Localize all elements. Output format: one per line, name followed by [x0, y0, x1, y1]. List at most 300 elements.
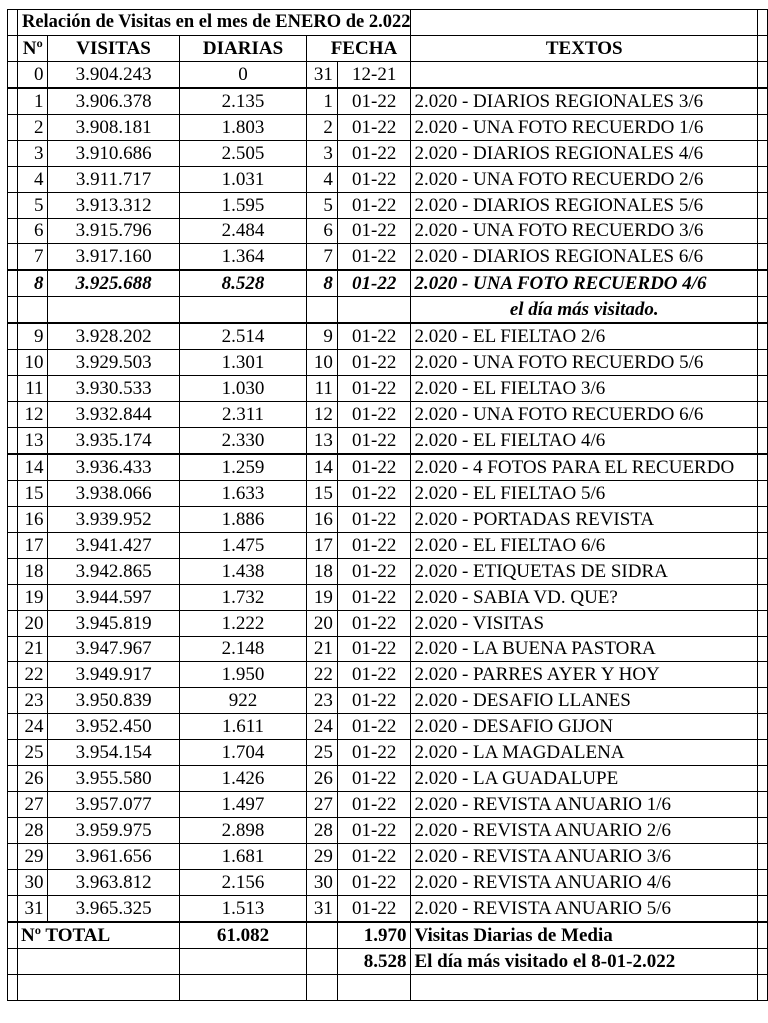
row-mes: 01-22 — [337, 402, 411, 428]
table-row — [8, 869, 768, 895]
row-dia: 9 — [307, 323, 338, 349]
row-dia: 31 — [307, 895, 338, 921]
row-visitas: 3.906.378 — [48, 88, 179, 114]
margin-cell — [758, 844, 768, 870]
margin-cell — [8, 10, 18, 36]
row-diarias: 2.484 — [179, 218, 307, 244]
note-row — [8, 297, 768, 323]
row-diarias: 1.364 — [179, 244, 307, 270]
row-num: 6 — [17, 218, 48, 244]
row-num: 16 — [17, 506, 48, 532]
row-texto: 2.020 - UNA FOTO RECUERDO 5/6 — [411, 350, 758, 376]
empty-cell — [307, 974, 338, 1000]
margin-cell — [758, 454, 768, 480]
empty-cell — [179, 974, 307, 1000]
row-texto: 2.020 - DIARIOS REGIONALES 4/6 — [411, 140, 758, 166]
margin-cell — [758, 922, 768, 948]
row-mes: 01-22 — [337, 558, 411, 584]
row-diarias: 2.505 — [179, 140, 307, 166]
header-textos: TEXTOS — [411, 35, 758, 61]
row-diarias: 1.681 — [179, 844, 307, 870]
row-dia: 22 — [307, 662, 338, 688]
row-mes: 01-22 — [337, 350, 411, 376]
row-num: 0 — [17, 61, 48, 87]
margin-cell — [758, 192, 768, 218]
row-dia: 31 — [307, 61, 338, 87]
row-dia: 7 — [307, 244, 338, 270]
media-label: Visitas Diarias de Media — [411, 922, 758, 948]
empty-cell — [8, 297, 18, 323]
row-texto: 2.020 - UNA FOTO RECUERDO 3/6 — [411, 218, 758, 244]
row-texto: 2.020 - EL FIELTAO 2/6 — [411, 323, 758, 349]
row-texto: 2.020 - REVISTA ANUARIO 3/6 — [411, 844, 758, 870]
row-mes: 01-22 — [337, 192, 411, 218]
empty-cell — [48, 297, 179, 323]
margin-cell — [758, 818, 768, 844]
margin-cell — [8, 480, 18, 506]
row-mes: 01-22 — [337, 714, 411, 740]
margin-cell — [8, 818, 18, 844]
row-visitas: 3.959.975 — [48, 818, 179, 844]
page-title: Relación de Visitas en el mes de ENERO de 2.022 — [17, 10, 411, 36]
margin-cell — [758, 662, 768, 688]
row-dia: 14 — [307, 454, 338, 480]
row-mes: 01-22 — [337, 166, 411, 192]
margin-cell — [8, 610, 18, 636]
table-row — [8, 662, 768, 688]
table-row — [8, 714, 768, 740]
row-num: 26 — [17, 766, 48, 792]
row-dia: 8 — [307, 270, 338, 296]
row-texto: 2.020 - EL FIELTAO 6/6 — [411, 532, 758, 558]
media-value: 1.970 — [337, 922, 411, 948]
margin-cell — [758, 428, 768, 454]
table-row — [8, 88, 768, 114]
empty-cell — [307, 297, 338, 323]
margin-cell — [758, 792, 768, 818]
row-visitas: 3.910.686 — [48, 140, 179, 166]
row-visitas: 3.904.243 — [48, 61, 179, 87]
table-row — [8, 506, 768, 532]
margin-cell — [8, 454, 18, 480]
row-mes: 01-22 — [337, 895, 411, 921]
row-num: 5 — [17, 192, 48, 218]
row-visitas: 3.944.597 — [48, 584, 179, 610]
row-diarias: 2.514 — [179, 323, 307, 349]
margin-cell — [8, 218, 18, 244]
row-texto: 2.020 - UNA FOTO RECUERDO 4/6 — [411, 270, 758, 296]
empty-cell — [337, 297, 411, 323]
row-texto: 2.020 - UNA FOTO RECUERDO 1/6 — [411, 114, 758, 140]
margin-cell — [758, 88, 768, 114]
row-mes: 01-22 — [337, 740, 411, 766]
row-mes: 12-21 — [337, 61, 411, 87]
margin-cell — [8, 662, 18, 688]
row-mes: 01-22 — [337, 376, 411, 402]
margin-cell — [758, 480, 768, 506]
row-visitas: 3.950.839 — [48, 688, 179, 714]
row-diarias: 2.148 — [179, 636, 307, 662]
margin-cell — [8, 532, 18, 558]
table-row — [8, 688, 768, 714]
row-visitas: 3.961.656 — [48, 844, 179, 870]
row-mes: 01-22 — [337, 480, 411, 506]
row-diarias: 1.886 — [179, 506, 307, 532]
row-num: 31 — [17, 895, 48, 921]
row-dia: 1 — [307, 88, 338, 114]
row-diarias: 1.950 — [179, 662, 307, 688]
row-num: 28 — [17, 818, 48, 844]
row-num: 15 — [17, 480, 48, 506]
margin-cell — [8, 636, 18, 662]
margin-cell — [8, 192, 18, 218]
row-diarias: 922 — [179, 688, 307, 714]
header-diarias: DIARIAS — [179, 35, 307, 61]
row-num: 1 — [17, 88, 48, 114]
row-visitas: 3.947.967 — [48, 636, 179, 662]
table-row — [8, 323, 768, 349]
table-row — [8, 402, 768, 428]
margin-cell — [758, 402, 768, 428]
row-diarias: 1.803 — [179, 114, 307, 140]
row-diarias: 1.426 — [179, 766, 307, 792]
row-visitas: 3.913.312 — [48, 192, 179, 218]
row-texto: 2.020 - EL FIELTAO 5/6 — [411, 480, 758, 506]
row-diarias: 1.611 — [179, 714, 307, 740]
row-texto: 2.020 - EL FIELTAO 4/6 — [411, 428, 758, 454]
row-texto: 2.020 - PARRES AYER Y HOY — [411, 662, 758, 688]
row-visitas: 3.942.865 — [48, 558, 179, 584]
row-diarias: 2.898 — [179, 818, 307, 844]
margin-cell — [8, 35, 18, 61]
margin-cell — [758, 218, 768, 244]
margin-cell — [8, 350, 18, 376]
row-num: 4 — [17, 166, 48, 192]
row-diarias: 2.135 — [179, 88, 307, 114]
margin-cell — [758, 895, 768, 921]
margin-cell — [758, 140, 768, 166]
row-num: 9 — [17, 323, 48, 349]
header-num: Nº — [17, 35, 48, 61]
margin-cell — [758, 297, 768, 323]
row-visitas: 3.930.533 — [48, 376, 179, 402]
empty-cell — [179, 948, 307, 974]
margin-cell — [758, 948, 768, 974]
empty-cell — [17, 948, 179, 974]
row-mes: 01-22 — [337, 244, 411, 270]
row-visitas: 3.965.325 — [48, 895, 179, 921]
row-num: 21 — [17, 636, 48, 662]
row-texto: 2.020 - DESAFIO LLANES — [411, 688, 758, 714]
empty-cell — [179, 297, 307, 323]
max-value: 8.528 — [337, 948, 411, 974]
row-num: 7 — [17, 244, 48, 270]
margin-cell — [758, 506, 768, 532]
row-dia: 23 — [307, 688, 338, 714]
margin-cell — [758, 532, 768, 558]
row-num: 29 — [17, 844, 48, 870]
table-row — [8, 376, 768, 402]
header-fecha: FECHA — [307, 35, 411, 61]
row-dia: 29 — [307, 844, 338, 870]
margin-cell — [758, 766, 768, 792]
table-row — [8, 270, 768, 296]
row-mes: 01-22 — [337, 688, 411, 714]
table-row — [8, 818, 768, 844]
table-row — [8, 636, 768, 662]
row-texto: 2.020 - DIARIOS REGIONALES 3/6 — [411, 88, 758, 114]
row-diarias: 1.704 — [179, 740, 307, 766]
row-diarias: 1.222 — [179, 610, 307, 636]
table-row — [8, 114, 768, 140]
row-texto: 2.020 - DIARIOS REGIONALES 5/6 — [411, 192, 758, 218]
row-diarias: 1.732 — [179, 584, 307, 610]
row-diarias: 1.030 — [179, 376, 307, 402]
row-visitas: 3.929.503 — [48, 350, 179, 376]
margin-cell — [8, 558, 18, 584]
margin-cell — [8, 244, 18, 270]
empty-cell — [17, 297, 48, 323]
margin-cell — [758, 688, 768, 714]
row-dia: 18 — [307, 558, 338, 584]
row-dia: 11 — [307, 376, 338, 402]
total-value: 61.082 — [179, 922, 307, 948]
row-dia: 28 — [307, 818, 338, 844]
row-mes: 01-22 — [337, 792, 411, 818]
max-label: El día más visitado el 8-01-2.022 — [411, 948, 758, 974]
table-row — [8, 192, 768, 218]
row-mes: 01-22 — [337, 114, 411, 140]
row-mes: 01-22 — [337, 218, 411, 244]
margin-cell — [758, 610, 768, 636]
row-visitas: 3.957.077 — [48, 792, 179, 818]
row-texto: 2.020 - UNA FOTO RECUERDO 2/6 — [411, 166, 758, 192]
row-diarias: 2.311 — [179, 402, 307, 428]
table-row — [8, 244, 768, 270]
row-dia: 15 — [307, 480, 338, 506]
row-mes: 01-22 — [337, 766, 411, 792]
row-texto — [411, 61, 758, 87]
table-row — [8, 766, 768, 792]
empty-cell — [337, 974, 411, 1000]
margin-cell — [8, 895, 18, 921]
margin-cell — [8, 922, 18, 948]
total-label: Nº TOTAL — [17, 922, 179, 948]
row-texto: 2.020 - DESAFIO GIJON — [411, 714, 758, 740]
row-num: 19 — [17, 584, 48, 610]
table-row — [8, 740, 768, 766]
row-mes: 01-22 — [337, 844, 411, 870]
row-visitas: 3.925.688 — [48, 270, 179, 296]
empty-cell — [411, 974, 758, 1000]
row-dia: 19 — [307, 584, 338, 610]
row-num: 27 — [17, 792, 48, 818]
row-diarias: 1.497 — [179, 792, 307, 818]
row-num: 8 — [17, 270, 48, 296]
margin-cell — [8, 376, 18, 402]
empty-cell — [17, 974, 179, 1000]
margin-cell — [8, 114, 18, 140]
row-visitas: 3.963.812 — [48, 869, 179, 895]
row-visitas: 3.952.450 — [48, 714, 179, 740]
margin-cell — [8, 270, 18, 296]
margin-cell — [758, 974, 768, 1000]
row-visitas: 3.911.717 — [48, 166, 179, 192]
margin-cell — [758, 114, 768, 140]
row-dia: 4 — [307, 166, 338, 192]
row-num: 10 — [17, 350, 48, 376]
row-num: 25 — [17, 740, 48, 766]
margin-cell — [8, 323, 18, 349]
row-num: 13 — [17, 428, 48, 454]
margin-cell — [758, 244, 768, 270]
row-dia: 6 — [307, 218, 338, 244]
row-diarias: 1.438 — [179, 558, 307, 584]
row-mes: 01-22 — [337, 636, 411, 662]
table-row — [8, 454, 768, 480]
margin-cell — [8, 792, 18, 818]
row-mes: 01-22 — [337, 428, 411, 454]
row-dia: 10 — [307, 350, 338, 376]
margin-cell — [758, 584, 768, 610]
row-mes: 01-22 — [337, 88, 411, 114]
header-visitas: VISITAS — [48, 35, 179, 61]
row-diarias: 1.301 — [179, 350, 307, 376]
row-mes: 01-22 — [337, 270, 411, 296]
row-texto: 2.020 - EL FIELTAO 3/6 — [411, 376, 758, 402]
row-visitas: 3.955.580 — [48, 766, 179, 792]
row-dia: 26 — [307, 766, 338, 792]
row-mes: 01-22 — [337, 506, 411, 532]
row-visitas: 3.932.844 — [48, 402, 179, 428]
row-diarias: 1.259 — [179, 454, 307, 480]
totals-row — [8, 922, 768, 948]
row-texto: 2.020 - REVISTA ANUARIO 4/6 — [411, 869, 758, 895]
row-dia: 21 — [307, 636, 338, 662]
empty-cell — [307, 948, 338, 974]
row-texto: 2.020 - LA BUENA PASTORA — [411, 636, 758, 662]
row-num: 30 — [17, 869, 48, 895]
blank-row — [8, 974, 768, 1000]
margin-cell — [8, 402, 18, 428]
row-dia: 25 — [307, 740, 338, 766]
margin-cell — [8, 974, 18, 1000]
margin-cell — [8, 844, 18, 870]
table-row — [8, 584, 768, 610]
row-mes: 01-22 — [337, 818, 411, 844]
row-mes: 01-22 — [337, 140, 411, 166]
table-row — [8, 610, 768, 636]
row-texto: 2.020 - LA GUADALUPE — [411, 766, 758, 792]
row-diarias: 2.330 — [179, 428, 307, 454]
table-row — [8, 166, 768, 192]
margin-cell — [8, 714, 18, 740]
row-texto: 2.020 - ETIQUETAS DE SIDRA — [411, 558, 758, 584]
margin-cell — [8, 740, 18, 766]
row-texto: 2.020 - PORTADAS REVISTA — [411, 506, 758, 532]
row-visitas: 3.936.433 — [48, 454, 179, 480]
row-dia: 13 — [307, 428, 338, 454]
row-visitas: 3.941.427 — [48, 532, 179, 558]
row-note: el día más visitado. — [411, 297, 758, 323]
margin-cell — [8, 948, 18, 974]
row-dia: 16 — [307, 506, 338, 532]
row-num: 20 — [17, 610, 48, 636]
row-num: 18 — [17, 558, 48, 584]
row-mes: 01-22 — [337, 662, 411, 688]
row-dia: 3 — [307, 140, 338, 166]
table-row — [8, 350, 768, 376]
margin-cell — [758, 35, 768, 61]
row-num: 3 — [17, 140, 48, 166]
margin-cell — [758, 10, 768, 36]
row-num: 11 — [17, 376, 48, 402]
row-visitas: 3.949.917 — [48, 662, 179, 688]
margin-cell — [758, 166, 768, 192]
table-row — [8, 218, 768, 244]
row-mes: 01-22 — [337, 584, 411, 610]
margin-cell — [758, 350, 768, 376]
row-num: 17 — [17, 532, 48, 558]
max-row — [8, 948, 768, 974]
margin-cell — [758, 636, 768, 662]
row-dia: 5 — [307, 192, 338, 218]
row-num: 12 — [17, 402, 48, 428]
margin-cell — [758, 740, 768, 766]
margin-cell — [8, 88, 18, 114]
table-row — [8, 61, 768, 87]
row-num: 23 — [17, 688, 48, 714]
row-texto: 2.020 - REVISTA ANUARIO 2/6 — [411, 818, 758, 844]
row-texto: 2.020 - REVISTA ANUARIO 1/6 — [411, 792, 758, 818]
row-diarias: 1.475 — [179, 532, 307, 558]
margin-cell — [8, 869, 18, 895]
row-texto: 2.020 - SABIA VD. QUE? — [411, 584, 758, 610]
margin-cell — [8, 688, 18, 714]
margin-cell — [8, 166, 18, 192]
row-diarias: 0 — [179, 61, 307, 87]
row-dia: 27 — [307, 792, 338, 818]
title-right-cell — [411, 10, 758, 36]
table-row — [8, 428, 768, 454]
row-mes: 01-22 — [337, 454, 411, 480]
row-visitas: 3.939.952 — [48, 506, 179, 532]
visits-table — [7, 9, 768, 1001]
row-num: 24 — [17, 714, 48, 740]
margin-cell — [8, 506, 18, 532]
row-dia: 30 — [307, 869, 338, 895]
table-row — [8, 558, 768, 584]
margin-cell — [758, 61, 768, 87]
margin-cell — [758, 376, 768, 402]
row-diarias: 1.633 — [179, 480, 307, 506]
margin-cell — [8, 428, 18, 454]
row-dia: 20 — [307, 610, 338, 636]
table-row — [8, 792, 768, 818]
row-dia: 17 — [307, 532, 338, 558]
row-mes: 01-22 — [337, 610, 411, 636]
row-visitas: 3.938.066 — [48, 480, 179, 506]
margin-cell — [8, 584, 18, 610]
row-texto: 2.020 - DIARIOS REGIONALES 6/6 — [411, 244, 758, 270]
row-visitas: 3.928.202 — [48, 323, 179, 349]
margin-cell — [8, 61, 18, 87]
margin-cell — [8, 140, 18, 166]
row-mes: 01-22 — [337, 869, 411, 895]
row-texto: 2.020 - LA MAGDALENA — [411, 740, 758, 766]
margin-cell — [758, 323, 768, 349]
row-visitas: 3.954.154 — [48, 740, 179, 766]
